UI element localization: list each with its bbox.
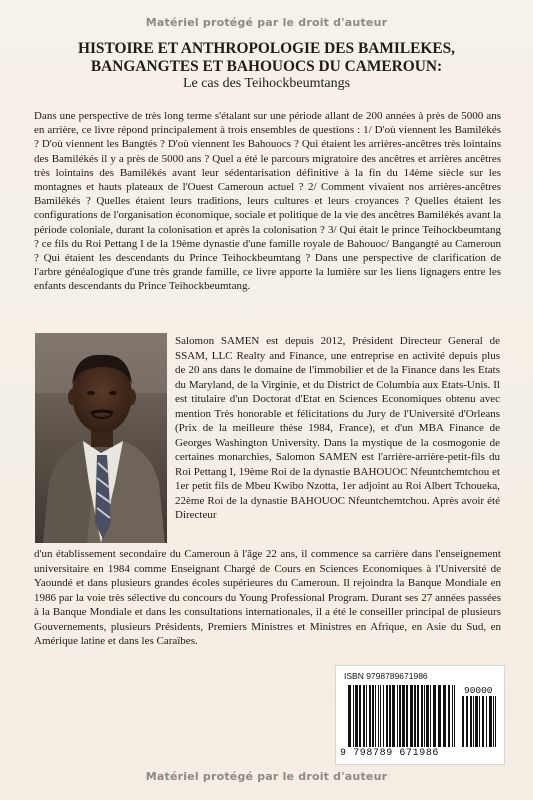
author-bio-beside-photo: Salomon SAMEN est depuis 2012, Président Directeur General de SSAM, LLC Realty and Finance, une entreprise en activité depuis plus de 20 ans dans le domaine de l'immobilier et de la Finance dans les Etats du Maryland, de la Virginie, et du District de Columbia aux Etats-Unis. Il est titulaire d'un Doctorat d'Etat en Sciences Economiques obtenu avec mention Très honorable et félicitations du Jury de l'Université d'Orleans (Prix de la meilleure thèse 1984, France), et d'un MBA Finance de Georges Washington University. Dans la mystique de la cosmogonie de certaines monarchies, Salomon SAMEN est l'arrière-arrière-petit-fils du Roi Pettang I, 19ème Roi de la dynastie BAHOUOC Nfeuntchemtchou et 1er petit fils de Mbeu Kwibo Nzotta, 1er adjoint au Roi Albert Tchoueka, 22ème Roi de la dynastie BAHOUOC Nfeuntchemtchou. Après avoir été Directeur: [175, 335, 500, 521]
isbn-label: ISBN 9798789671986: [344, 671, 428, 681]
book-title: [20, 40, 513, 76]
barcode-number: 9 798789 671986: [340, 748, 440, 759]
barcode-bar: [366, 685, 367, 747]
barcode-bar: [375, 685, 376, 747]
book-subtitle: Le cas des Teihockbeumtangs: [182, 76, 351, 91]
barcode-bar: [421, 685, 423, 747]
barcode-bar: [353, 685, 354, 747]
barcode-bar: [448, 685, 450, 747]
barcode-bar: [482, 696, 484, 747]
addon-barcode-bars: [462, 696, 498, 747]
barcode-bar: [359, 685, 361, 747]
barcode-bar: [462, 696, 464, 747]
barcode-bar: [466, 696, 468, 747]
barcode-bar: [410, 685, 413, 747]
barcode-bar: [493, 696, 494, 747]
barcode-bar: [430, 685, 431, 747]
barcode-bar: [414, 685, 416, 747]
barcode-bar: [470, 696, 472, 747]
copyright-watermark-bottom: Matériel protégé par le droit d'auteur: [145, 770, 388, 783]
barcode-bar: [355, 685, 358, 747]
barcode-bar: [392, 685, 395, 747]
price-code: 90000: [464, 685, 493, 696]
synopsis-paragraph: Dans une perspective de très long terme s'étalant sur une période allant de 200 années à près de 5000 ans en arrière, ce livre répond principalement à trois ensembles de questions : 1/ D'où viennent les Bamilékés ? D'où viennent les Bangtés ? D'où viennent les Bahouocs ? Qui étaient les arrières-ancêtres très lointains des Bamilékés il y a près de 5000 ans ? Quel a été le parcours migratoire des ancêtres et arrières ancêtres très lointains des Bamilékés avant leur sédentarisation définitive à la fin du 14ème siècle sur les montagnes et hauts plateaux de l'Ouest Cameroun actuel ? 2/ Comment vivaient nos arrières-ancêtres Bamilékés ? Quelles étaient leurs traditions, leurs cultures et leurs croyances ? Quelles étaient les configurations de l'organisation économique, sociale et politique de la vie des ancêtres Bamilékés avant la période coloniale, durant la colonisation et après la colonisation ? 3/ Qui était le prince Teihockbeumtang ? ce fils du Roi Pettang I de la 19ème dynastie d'une famille royale de Bahouoc/ Bangangté au Cameroun ? Qui étaient les descendants du Prince Teihockbeumtang ? Dans une perspective de clarification de l'arbre généalogique d'une très grande famille, ce livre apporte la lumière sur les liens lignagers entre les enfants descendants du Prince Teihockbeumtang.: [34, 110, 501, 293]
barcode-bar: [397, 685, 398, 747]
barcode-bar: [454, 685, 455, 747]
barcode-bar: [386, 685, 388, 747]
isbn-barcode: [335, 665, 505, 765]
barcode-bar: [380, 685, 381, 747]
title-line-2: BANGANGTES ET BAHOUOCS DU CAMEROUN:: [90, 58, 443, 75]
barcode-bar: [424, 685, 425, 747]
barcode-bar: [495, 696, 496, 747]
ean-barcode-bars: [348, 685, 458, 747]
author-bio-continued: d'un établissement secondaire du Cameroun à l'âge 22 ans, il commence sa carrière dans l'enseignement universitaire en 1984 comme Enseignant Chargé de Cours en Sciences Economiques à l'Université de Yaoundé et dans plusieurs grandes écoles supérieures du Cameroun. Il rejoindra la Banque Mondiale en 1986 par la voie très sélective du concours du Young Professional Program. Durant ses 27 années passées à la Banque Mondiale et dans les consultations internationales, il a été le conseiller principal de plusieurs Gouvernements, plusieurs Présidents, Premiers Ministres et Ministres en Afrique, en Asie du Sud, en Amérique latine et dans les Caraïbes.: [34, 548, 501, 647]
barcode-bar: [372, 685, 374, 747]
barcode-bar: [383, 685, 384, 747]
barcode-bar: [417, 685, 419, 747]
barcode-bar: [426, 685, 429, 747]
barcode-bar: [378, 685, 379, 747]
barcode-bar: [389, 685, 391, 747]
copyright-watermark-top: Matériel protégé par le droit d'auteur: [145, 16, 388, 29]
barcode-bar: [348, 685, 351, 747]
barcode-bar: [486, 696, 487, 747]
barcode-bar: [406, 685, 408, 747]
barcode-bar: [443, 685, 446, 747]
barcode-bar: [479, 696, 480, 747]
barcode-bar: [473, 696, 474, 747]
barcode-bar: [369, 685, 371, 747]
barcode-bar: [433, 685, 436, 747]
barcode-bar: [363, 685, 365, 747]
barcode-bar: [489, 696, 492, 747]
author-photo: [35, 333, 167, 543]
barcode-bar: [438, 685, 441, 747]
barcode-bar: [399, 685, 401, 747]
title-line-1: HISTOIRE ET ANTHROPOLOGIE DES BAMILEKES,: [77, 40, 456, 57]
barcode-bar: [475, 696, 478, 747]
barcode-bar: [402, 685, 405, 747]
barcode-bar: [452, 685, 453, 747]
